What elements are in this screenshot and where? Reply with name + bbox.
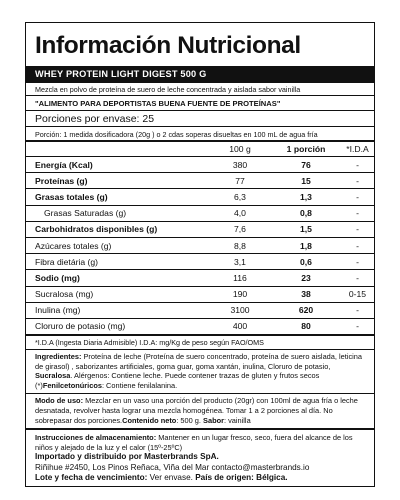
servings-per-container: Porciones por envase: 25 [26, 111, 374, 127]
usage-text: Mezclar en un vaso una porción del producto (20gr) con 100ml de agua fría o leche desnatada, revolver hasta lograr una mezcla homogénea. Tomar 1 a 2 porciones al día. No sobrepasar dos porciones. [35, 396, 358, 425]
value-per-portion: 620 [271, 302, 341, 318]
table-header-row [26, 142, 374, 157]
header-ida: *I.D.A [341, 142, 374, 157]
table-row [26, 254, 374, 270]
value-ida: - [341, 270, 374, 286]
value-per-portion: 1,8 [271, 237, 341, 253]
value-ida: - [341, 237, 374, 253]
value-per-100g: 8,8 [209, 237, 271, 253]
table-row [26, 205, 374, 221]
value-per-100g: 77 [209, 173, 271, 189]
product-claim: "ALIMENTO PARA DEPORTISTAS BUENA FUENTE DE PROTEÍNAS" [26, 96, 374, 111]
storage-label: Instrucciones de almacenamiento: [35, 433, 157, 443]
lot-label: Lote y fecha de vencimiento: [35, 473, 148, 483]
value-per-portion: 15 [271, 173, 341, 189]
value-per-portion: 76 [271, 157, 341, 173]
value-per-100g: 400 [209, 318, 271, 335]
nutrient-name: Proteínas (g) [26, 173, 209, 189]
ingredients-fenil-label: Fenilcetonúricos [42, 380, 102, 390]
value-ida: - [341, 157, 374, 173]
nutrient-name: Energía (Kcal) [26, 157, 209, 173]
ingredients-label: Ingredientes: [35, 352, 82, 362]
flavor-label: Sabor [203, 415, 224, 425]
table-row [26, 157, 374, 173]
product-description: Mezcla en polvo de proteína de suero de leche concentrada y aislada sabor vainilla [26, 83, 374, 96]
ingredients-sucralosa: Sucralosa [35, 371, 71, 381]
importer-address: Riñihue #2450, Los Pinos Reñaca, Viña del Mar contacto@masterbrands.io [35, 462, 310, 472]
ingredients-allergens: . Alérgenos: Contiene leche. Puede contener trazas de gluten y frutos secos (*) [35, 371, 320, 390]
value-per-100g: 3100 [209, 302, 271, 318]
value-per-100g: 190 [209, 286, 271, 302]
lot-value: Ver envase. [147, 473, 196, 483]
portion-size: Porción: 1 medida dosificadora (20g ) o 2 cdas soperas disueltas en 100 mL de agua fría [26, 127, 374, 142]
nutrient-name: Grasas totales (g) [26, 189, 209, 205]
nutrient-name: Inulina (mg) [26, 302, 209, 318]
usage-section [26, 394, 374, 430]
value-per-100g: 380 [209, 157, 271, 173]
value-per-portion: 1,3 [271, 189, 341, 205]
ingredients-fenil-text: : Contiene fenilalanina. [101, 380, 178, 390]
value-ida: - [341, 189, 374, 205]
value-per-100g: 116 [209, 270, 271, 286]
value-ida: 0-15 [341, 286, 374, 302]
value-per-100g: 3,1 [209, 254, 271, 270]
storage-importer-section [26, 430, 374, 485]
value-per-portion: 38 [271, 286, 341, 302]
nutrition-label [25, 22, 375, 487]
table-header-empty [26, 142, 209, 157]
table-row [26, 302, 374, 318]
storage-instructions [35, 433, 366, 452]
nutrition-table [26, 142, 374, 336]
table-row [26, 237, 374, 253]
ingredients-section [26, 350, 374, 394]
value-ida: - [341, 173, 374, 189]
value-per-portion: 23 [271, 270, 341, 286]
value-ida: - [341, 302, 374, 318]
value-per-portion: 0,8 [271, 205, 341, 221]
usage-label: Modo de uso: [35, 396, 84, 406]
page-title: Información Nutricional [35, 32, 301, 59]
nutrient-name: Cloruro de potasio (mg) [26, 318, 209, 335]
importer-line: Importado y distribuido por Masterbrands SpA. [35, 452, 219, 462]
value-per-portion: 1,5 [271, 221, 341, 237]
nutrient-name: Grasas Saturadas (g) [26, 205, 209, 221]
value-per-100g: 6,3 [209, 189, 271, 205]
product-name-band: WHEY PROTEIN LIGHT DIGEST 500 G [26, 66, 374, 83]
flavor-value: : vainilla [223, 415, 251, 425]
value-ida: - [341, 318, 374, 335]
value-ida: - [341, 221, 374, 237]
value-per-100g: 4,0 [209, 205, 271, 221]
table-row [26, 318, 374, 335]
table-row [26, 286, 374, 302]
value-ida: - [341, 205, 374, 221]
net-content-value: : 500 g. [176, 415, 204, 425]
table-row [26, 221, 374, 237]
nutrient-name: Azúcares totales (g) [26, 237, 209, 253]
value-per-100g: 7,6 [209, 221, 271, 237]
storage-text: Mantener en un lugar fresco, seco, fuera del alcance de los niños y alejado de la luz y el calor (15º-25ºC) [35, 433, 353, 452]
ida-footnote: *I.D.A (Ingesta Diaria Admisible) I.D.A: mg/Kg de peso según FAO/OMS [26, 336, 374, 350]
nutrient-name: Sodio (mg) [26, 270, 209, 286]
nutrient-name: Fibra dietária (g) [26, 254, 209, 270]
net-content-label: Contenido neto [122, 415, 177, 425]
value-per-portion: 80 [271, 318, 341, 335]
table-row [26, 189, 374, 205]
value-ida: - [341, 254, 374, 270]
table-row [26, 270, 374, 286]
ingredients-text: Proteína de leche (Proteína de suero concentrado, proteína de suero aislada, leticina de girasol) , saborizantes artificiales, goma guar, goma xantán, inulina, Cloruro de potasio, [35, 352, 363, 371]
nutrient-name: Carbohidratos disponibles (g) [26, 221, 209, 237]
nutrient-name: Sucralosa (mg) [26, 286, 209, 302]
header-per-portion: 1 porción [271, 142, 341, 157]
lot-expiration [35, 473, 366, 483]
value-per-portion: 0,6 [271, 254, 341, 270]
header-per-100g: 100 g [209, 142, 271, 157]
origin-label: País de origen: Bélgica. [195, 473, 288, 483]
table-row [26, 173, 374, 189]
